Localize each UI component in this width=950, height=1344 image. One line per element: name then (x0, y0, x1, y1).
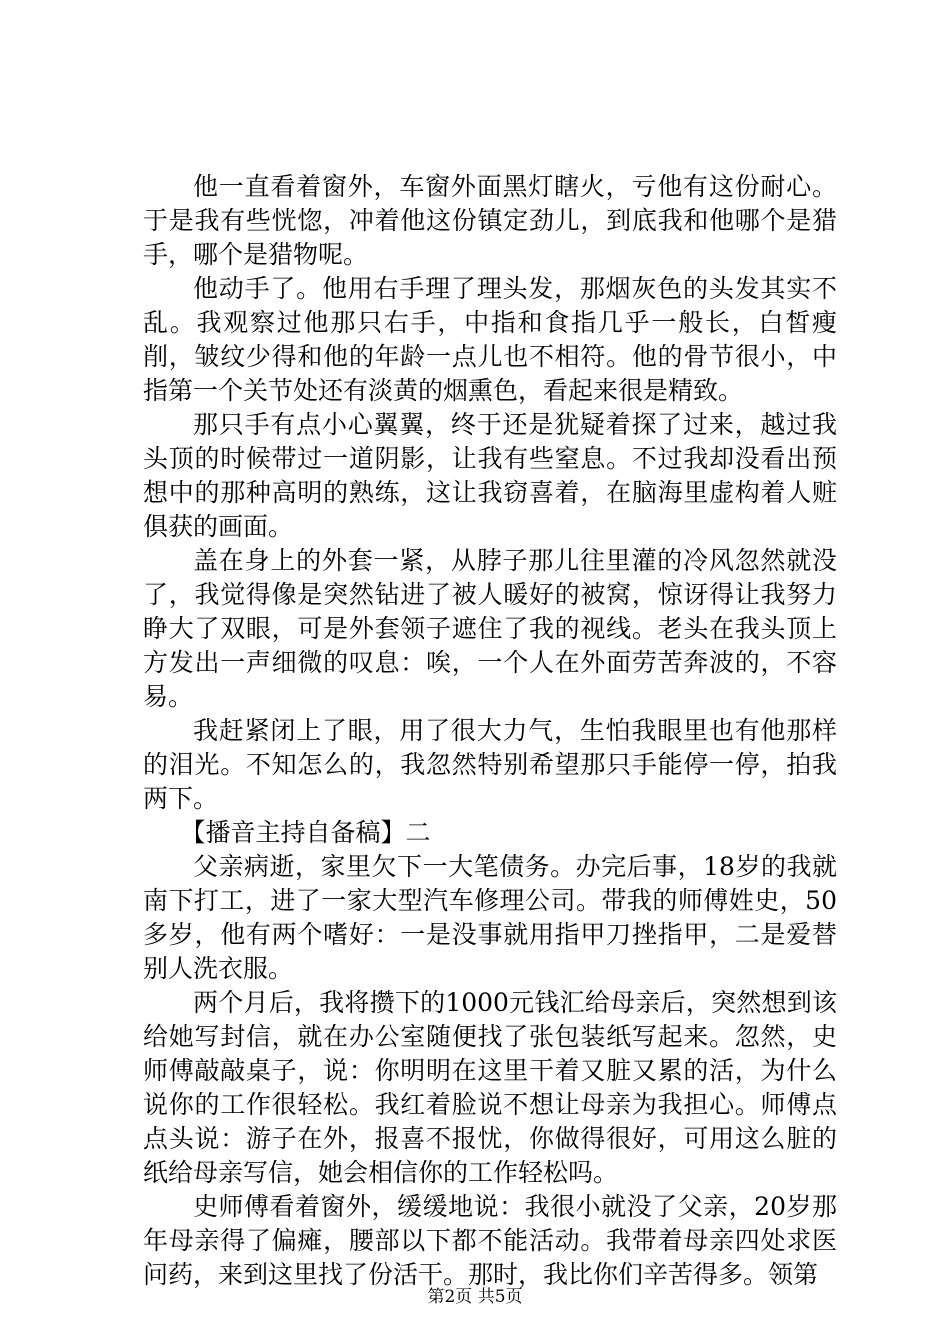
page-footer: 第2页 共5页 (427, 1287, 523, 1307)
document-body (143, 170, 837, 1292)
paragraph: 我赶紧闭上了眼，用了很大力气，生怕我眼里也有他那样的泪光。不知怎么的，我忽然特别希望那只手能停一停，拍我两下。 (143, 716, 837, 813)
paragraph: 那只手有点小心翼翼，终于还是犹疑着探了过来，越过我头顶的时候带过一道阴影，让我有些窒息。不过我却没看出预想中的那种高明的熟练，这让我窃喜着，在脑海里虚构着人赃俱获的画面。 (143, 410, 837, 541)
paragraph: 史师傅看着窗外，缓缓地说：我很小就没了父亲，20岁那年母亲得了偏瘫，腰部以下都不能活动。我带着母亲四处求医问药，来到这里找了份活干。那时，我比你们辛苦得多。领第 (143, 1192, 837, 1289)
paragraph: 他一直看着窗外，车窗外面黑灯瞎火，亏他有这份耐心。于是我有些恍惚，冲着他这份镇定劲儿，到底我和他哪个是猎手，哪个是猎物呢。 (143, 172, 837, 269)
section-heading: 【播音主持自备稿】二 (180, 818, 431, 847)
paragraph: 父亲病逝，家里欠下一大笔债务。办完后事，18岁的我就南下打工，进了一家大型汽车修理公司。带我的师傅姓史，50多岁，他有两个嗜好：一是没事就用指甲刀挫指甲，二是爱替别人洗衣服。 (143, 852, 837, 983)
paragraph: 两个月后，我将攒下的1000元钱汇给母亲后，突然想到该给她写封信，就在办公室随便找了张包装纸写起来。忽然，史师傅敲敲桌子，说：你明明在这里干着又脏又累的活，为什么说你的工作很轻松。我红着脸说不想让母亲为我担心。师傅点点头说：游子在外，报喜不报忧，你做得很好，可用这么脏的纸给母亲写信，她会相信你的工作轻松吗。 (143, 988, 837, 1187)
paragraph: 他动手了。他用右手理了理头发，那烟灰色的头发其实不乱。我观察过他那只右手，中指和食指几乎一般长，白皙瘦削，皱纹少得和他的年龄一点儿也不相符。他的骨节很小，中指第一个关节处还有淡黄的烟熏色，看起来很是精致。 (143, 274, 837, 405)
paragraph: 盖在身上的外套一紧，从脖子那儿往里灌的冷风忽然就没了，我觉得像是突然钻进了被人暖好的被窝，惊讶得让我努力睁大了双眼，可是外套领子遮住了我的视线。老头在我头顶上方发出一声细微的叹息：唉，一个人在外面劳苦奔波的，不容易。 (143, 546, 837, 711)
